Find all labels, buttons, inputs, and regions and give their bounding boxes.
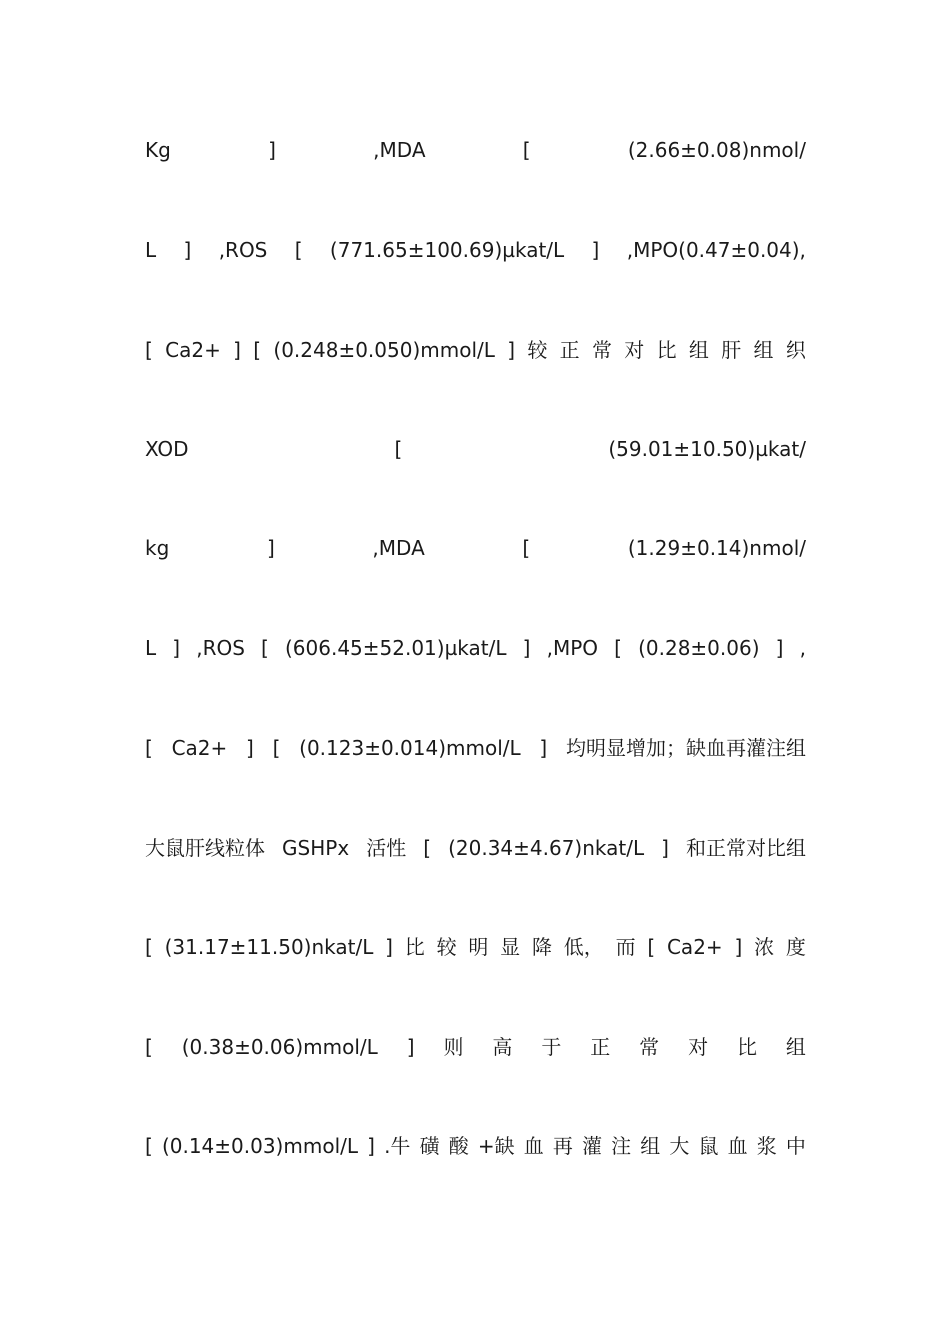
- word: (1.29±0.14)nmol/: [627, 536, 806, 560]
- word: 组: [785, 1035, 806, 1059]
- word: 对: [624, 338, 645, 362]
- text-line-5: [145, 533, 806, 563]
- word: 常: [591, 338, 612, 362]
- word: [: [294, 238, 303, 262]
- word: ,: [799, 636, 806, 660]
- text-line-8: [145, 833, 806, 863]
- word: (606.45±52.01)µkat/L: [284, 636, 507, 660]
- word: 均明显增加；缺血再灌注组: [565, 736, 806, 760]
- word: ]: [385, 935, 393, 959]
- word: [: [522, 536, 531, 560]
- word: 酸: [448, 1134, 469, 1158]
- word: ]: [246, 736, 254, 760]
- word: [: [423, 836, 432, 860]
- text-line-11: [145, 1131, 806, 1161]
- word: GSHPx: [282, 836, 350, 860]
- word: ]: [406, 1035, 415, 1059]
- word: (771.65±100.69)µkat/L: [329, 238, 565, 262]
- word: ]: [367, 1134, 375, 1158]
- word: ]: [507, 338, 516, 362]
- word: 织: [785, 338, 806, 362]
- word: (0.38±0.06)mmol/L: [181, 1035, 378, 1059]
- word: 比: [404, 935, 425, 959]
- word: [: [522, 138, 531, 162]
- word: 比: [737, 1035, 757, 1059]
- word: 于: [541, 1035, 562, 1059]
- word: ,MDA: [373, 138, 426, 162]
- word: .牛: [384, 1134, 411, 1158]
- word: 浆: [756, 1134, 777, 1158]
- word: 明: [468, 935, 489, 959]
- word: +缺: [477, 1134, 515, 1158]
- word: ,ROS: [196, 636, 245, 660]
- word: 和正常对比组: [686, 836, 806, 860]
- word: [: [145, 1134, 153, 1158]
- word: 正: [559, 338, 580, 362]
- word: 注: [611, 1134, 632, 1158]
- text-line-2: [145, 235, 806, 265]
- word: 而: [615, 935, 636, 959]
- text-line-3: [145, 335, 806, 365]
- word: ]: [775, 636, 784, 660]
- word: [: [647, 935, 656, 959]
- word: 高: [492, 1035, 513, 1059]
- word: ,MPO: [546, 636, 599, 660]
- word: 中: [785, 1134, 806, 1158]
- word: 肝: [721, 338, 742, 362]
- word: 正: [590, 1035, 611, 1059]
- word: (31.17±11.50)nkat/L: [164, 935, 374, 959]
- word: ]: [268, 138, 276, 162]
- text-line-6: [145, 633, 806, 663]
- word: ]: [734, 935, 743, 959]
- word: Ca2+: [666, 935, 723, 959]
- word: 大: [669, 1134, 690, 1158]
- word: 较: [527, 338, 548, 362]
- word: ]: [522, 636, 531, 660]
- word: [: [253, 338, 262, 362]
- word: 对: [688, 1035, 709, 1059]
- word: [: [614, 636, 622, 660]
- word: 磺: [419, 1134, 440, 1158]
- word: ]: [539, 736, 548, 760]
- word: 再: [552, 1134, 573, 1158]
- word: (59.01±10.50)µkat/: [608, 437, 806, 461]
- text-line-7: [145, 733, 806, 763]
- word: 降: [531, 935, 552, 959]
- word: 则: [443, 1035, 464, 1059]
- word: 常: [639, 1035, 660, 1059]
- word: 血: [727, 1134, 748, 1158]
- word: ]: [233, 338, 241, 362]
- word: ,ROS: [218, 238, 268, 262]
- word: 灌: [581, 1134, 602, 1158]
- word: 组: [753, 338, 774, 362]
- word: ]: [661, 836, 669, 860]
- word: L: [145, 238, 157, 262]
- word: [: [145, 338, 153, 362]
- text-line-1: [145, 135, 806, 165]
- word: 比: [656, 338, 677, 362]
- word: [: [145, 935, 153, 959]
- word: [: [261, 636, 269, 660]
- word: ]: [183, 238, 192, 262]
- word: 组: [688, 338, 709, 362]
- word: L: [145, 636, 157, 660]
- word: 鼠: [698, 1134, 719, 1158]
- word: (20.34±4.67)nkat/L: [448, 836, 645, 860]
- text-line-4: [145, 434, 806, 464]
- word: 组: [640, 1134, 661, 1158]
- word: [: [394, 437, 403, 461]
- word: Kg: [145, 138, 171, 162]
- word: kg: [145, 536, 170, 560]
- word: 低，: [563, 935, 604, 959]
- word: 显: [500, 935, 521, 959]
- text-line-9: [145, 932, 806, 962]
- word: (2.66±0.08)nmol/: [627, 138, 806, 162]
- word: 活性: [366, 836, 407, 860]
- word: ,MDA: [372, 536, 425, 560]
- word: ]: [172, 636, 181, 660]
- word: 浓: [754, 935, 775, 959]
- word: XOD: [145, 437, 189, 461]
- word: [: [145, 1035, 153, 1059]
- word: 较: [436, 935, 457, 959]
- word: 度: [785, 935, 806, 959]
- word: [: [272, 736, 281, 760]
- word: (0.123±0.014)mmol/L: [299, 736, 521, 760]
- word: (0.248±0.050)mmol/L: [273, 338, 495, 362]
- word: Ca2+: [171, 736, 228, 760]
- word: 大鼠肝线粒体: [145, 836, 265, 860]
- word: (0.14±0.03)mmol/L: [161, 1134, 359, 1158]
- word: ,MPO(0.47±0.04),: [626, 238, 806, 262]
- word: ]: [266, 536, 275, 560]
- word: (0.28±0.06): [638, 636, 760, 660]
- word: ]: [591, 238, 600, 262]
- word: [: [145, 736, 153, 760]
- text-line-10: [145, 1032, 806, 1062]
- word: 血: [523, 1134, 544, 1158]
- word: Ca2+: [165, 338, 221, 362]
